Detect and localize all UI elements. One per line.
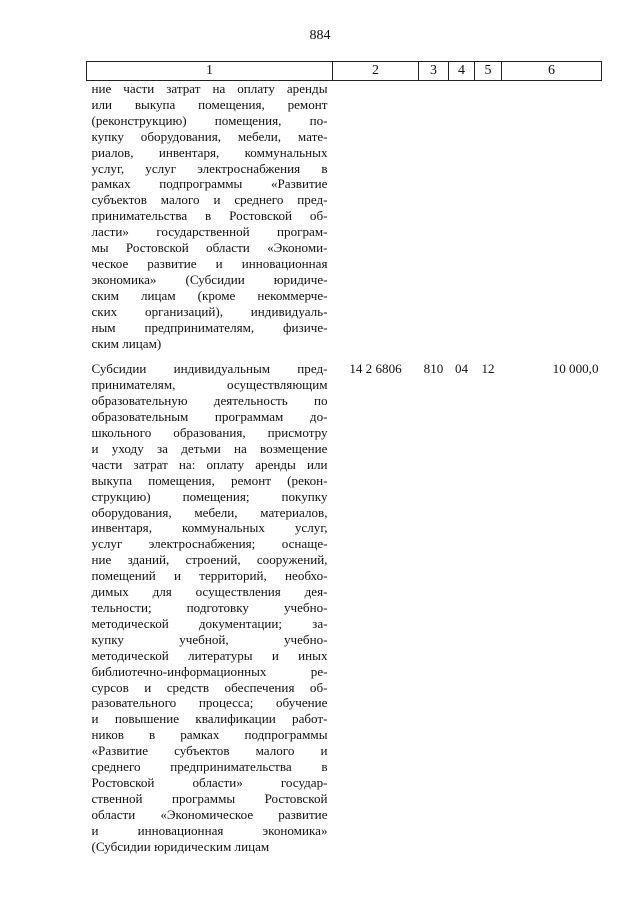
row-section: 04	[454, 361, 469, 377]
row-description	[87, 351, 333, 854]
description-line: струкцию) помещения; покупку	[91, 488, 328, 504]
description-line: и инновационная экономика»	[91, 822, 328, 838]
description-line: риалов, инвентаря, коммунальных	[91, 144, 328, 160]
column-header-4: 4	[449, 62, 475, 81]
description-line: принимательства в Ростовской об-	[91, 208, 328, 224]
description-line: и повышение квалификации работ-	[91, 711, 328, 727]
description-line: оборудования, мебели, материалов,	[91, 504, 328, 520]
description-line: разовательного процесса; обучение	[91, 695, 328, 711]
description-line: тельности; подготовку учебно-	[91, 600, 328, 615]
table-row	[87, 81, 602, 352]
row-subsection: 12	[481, 361, 495, 377]
description-line: и уходу за детьми на возмещение	[91, 440, 328, 456]
description-line: принимателям, осуществляющим	[91, 377, 328, 393]
description-line: ственной программы Ростовской	[91, 790, 328, 806]
description-line: или выкупа помещения, ремонт	[91, 96, 328, 112]
description-line: димых для осуществления дея-	[91, 584, 328, 600]
description-line: методической литературы и иных	[91, 647, 328, 663]
description-line: помещений и территорий, необхо-	[91, 568, 328, 584]
table-row	[87, 351, 602, 854]
description-line: «Развитие субъектов малого и	[91, 743, 328, 759]
description-line: школьного образования, присмотру	[91, 425, 328, 441]
description-line: инвентаря, коммунальных услуг,	[91, 520, 328, 536]
description-line: сурсов и средств обеспечения об-	[91, 679, 328, 695]
row-section	[449, 81, 475, 352]
description-line: ным предпринимателям, физиче-	[91, 319, 328, 335]
row-description	[87, 81, 333, 352]
description-line: рамках подпрограммы «Развитие	[91, 176, 328, 192]
row-subsection	[475, 81, 502, 352]
column-header-6: 6	[502, 62, 602, 81]
description-line: услуг, услуг электроснабжения в	[91, 160, 328, 176]
description-line: образовательным программам до-	[91, 409, 328, 425]
description-line: библиотечно-информационных ре-	[91, 663, 328, 679]
description-line: (реконструкцию) помещения, по-	[91, 112, 328, 128]
row-expense-type: 810	[423, 361, 444, 377]
description-line: (Субсидии юридическим лицам	[91, 838, 270, 854]
description-line: Ростовской области» государ-	[91, 774, 328, 790]
row-amount	[502, 81, 602, 352]
row-amount: 10 000,0	[552, 361, 599, 377]
description-line: выкупа помещения, ремонт (рекон-	[91, 472, 328, 488]
column-header-2: 2	[333, 62, 419, 81]
description-line: среднего предпринимательства в	[91, 759, 328, 775]
column-header-1: 1	[87, 62, 333, 81]
description-line: области «Экономическое развитие	[91, 806, 328, 822]
description-line: ние части затрат на оплату аренды	[91, 81, 328, 96]
description-line: услуг электроснабжения; оснаще-	[91, 536, 328, 552]
description-line: ников в рамках подпрограммы	[91, 727, 328, 743]
description-line: купку учебной, учебно-	[91, 631, 328, 647]
description-line: Субсидии индивидуальным пред-	[91, 361, 328, 377]
row-code: 14 2 6806	[349, 361, 402, 377]
description-line: ских организаций), индивидуаль-	[91, 303, 328, 319]
description-line: ским лицам (кроме некоммерче-	[91, 287, 328, 303]
description-line: субъектов малого и среднего пред-	[91, 192, 328, 208]
description-line: ние зданий, строений, сооружений,	[91, 552, 328, 568]
column-header-3: 3	[419, 62, 449, 81]
description-line: методической документации; за-	[91, 615, 328, 631]
description-line: купку оборудования, мебели, мате-	[91, 128, 328, 144]
description-line: части затрат на: оплату аренды или	[91, 456, 328, 472]
row-code	[333, 81, 419, 352]
table-header-row	[87, 62, 602, 81]
description-line: экономика» (Субсидии юридиче-	[91, 271, 328, 287]
budget-table	[86, 61, 602, 855]
description-line: образовательную деятельность по	[91, 393, 328, 409]
description-line: мы Ростовской области «Экономи-	[91, 240, 328, 256]
description-line: ческое развитие и инновационная	[91, 255, 328, 271]
page-number: 884	[309, 28, 331, 43]
description-line: ласти» государственной програм-	[91, 224, 328, 240]
description-line: ским лицам)	[91, 335, 162, 351]
column-header-5: 5	[475, 62, 502, 81]
row-expense-type	[419, 81, 449, 352]
